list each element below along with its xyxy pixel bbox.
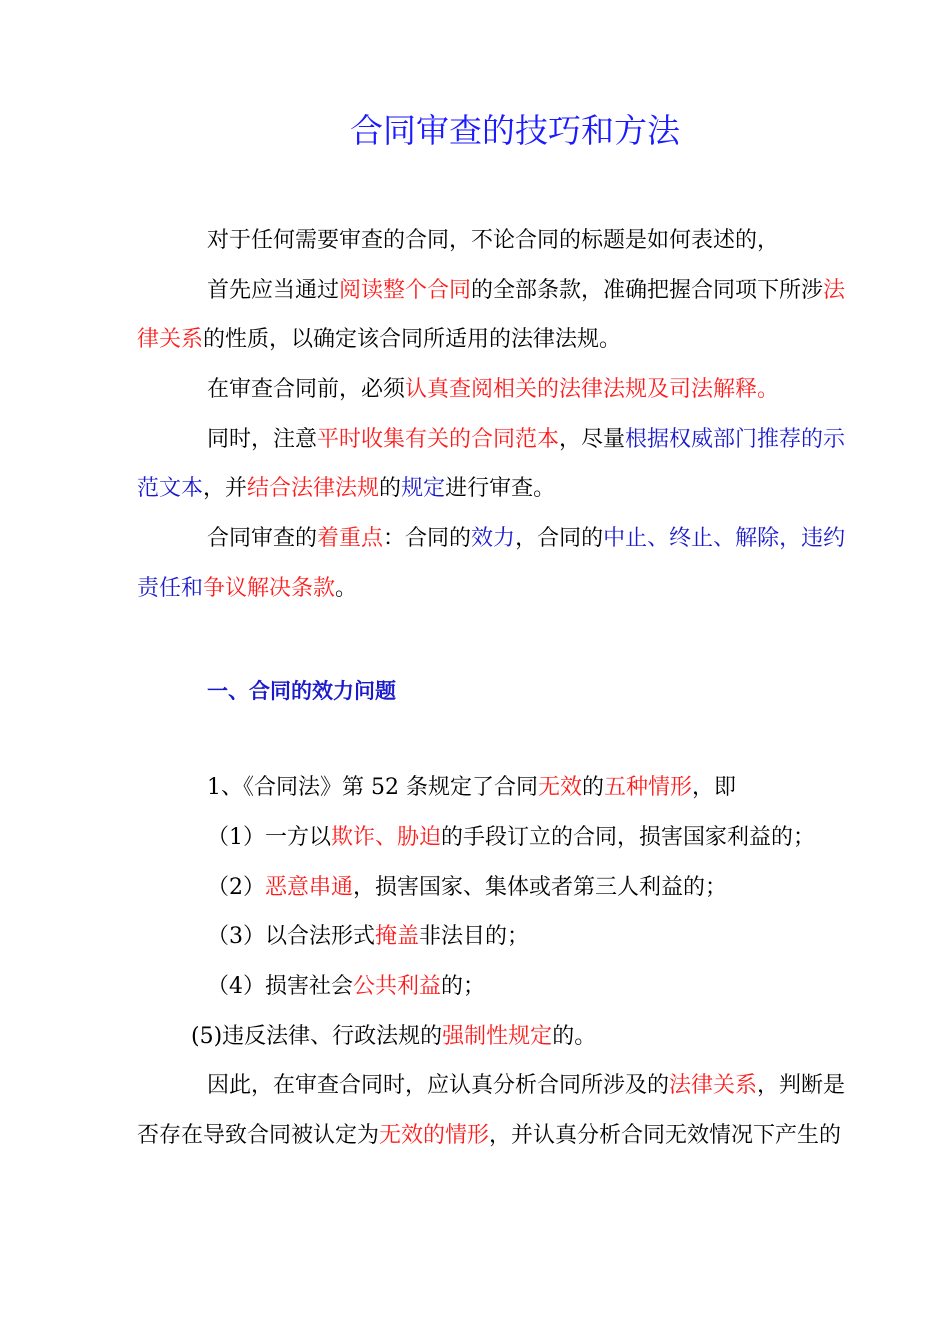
text-segment: 的性质，以确定该合同所适用的法律法规。 (203, 327, 622, 352)
text-segment: 规定 (401, 476, 446, 501)
text-line (137, 773, 932, 803)
text-segment: 因此，在审查合同时，应认真分析合同所涉及的 (207, 1073, 670, 1098)
text-line (137, 474, 862, 504)
text-segment: 强制性规定 (442, 1024, 553, 1049)
text-segment: 欺诈、胁迫 (331, 825, 442, 850)
text-segment: 根据权威部门推荐的示 (625, 427, 846, 452)
text-segment: 阅读整个合同 (339, 278, 472, 303)
text-segment: ，合同的 (515, 526, 604, 551)
text-segment: 的。 (552, 1024, 597, 1049)
text-segment: （3）以合法形式 (207, 924, 375, 949)
text-line (137, 972, 932, 1002)
text-line (137, 1121, 862, 1151)
text-segment: ，并认真分析合同无效情况下产生的 (489, 1123, 842, 1148)
text-segment: 对于任何需要审查的合同，不论合同的标题是如何表述的， (207, 228, 780, 253)
text-segment: ：合同的 (383, 526, 472, 551)
text-segment: 恶意串通 (265, 875, 354, 900)
text-segment: 非法目的； (419, 924, 530, 949)
text-line (137, 226, 932, 256)
text-segment: ，损害国家、集体或者第三人利益的； (353, 875, 728, 900)
text-segment: 公共利益 (353, 974, 442, 999)
document-title: 合同审查的技巧和方法 (350, 111, 680, 150)
text-segment: 无效的情形 (379, 1123, 490, 1148)
text-segment: 的全部条款，准确把握合同项下所涉 (471, 278, 824, 303)
section-heading: 一、合同的效力问题 (207, 679, 396, 703)
text-segment: 法律关系 (669, 1073, 758, 1098)
text-segment: 同时，注意 (207, 427, 318, 452)
text-line (137, 574, 862, 604)
text-segment: ，并 (203, 476, 248, 501)
text-segment: 责任和 (137, 576, 204, 601)
text-line (137, 325, 862, 355)
text-segment: 结合法律法规 (247, 476, 380, 501)
text-segment: ，即 (692, 775, 737, 800)
text-segment: 进行审查。 (445, 476, 556, 501)
text-segment: 效力 (471, 526, 516, 551)
text-line (137, 276, 932, 306)
text-segment: 的 (582, 775, 605, 800)
text-segment: 平时收集有关的合同范本 (317, 427, 560, 452)
text-segment: 中止、终止、解除，违约 (603, 526, 846, 551)
text-line (137, 375, 932, 405)
text-segment: 。 (335, 576, 358, 601)
text-segment: 的 (379, 476, 402, 501)
text-segment: 认真查阅相关的法律法规及司法解释。 (405, 377, 780, 402)
text-line (137, 1022, 916, 1052)
text-segment: 律关系 (137, 327, 204, 352)
text-segment: (5)违反法律、行政法规的 (191, 1024, 443, 1049)
text-segment: （2） (207, 875, 265, 900)
text-segment: 合同审查的 (207, 526, 318, 551)
text-segment: 范文本 (137, 476, 204, 501)
text-line (137, 922, 932, 952)
text-segment: 的手段订立的合同，损害国家利益的； (441, 825, 816, 850)
text-line (137, 823, 932, 853)
text-segment: （1）一方以 (207, 825, 331, 850)
text-line (137, 1071, 932, 1101)
text-line (137, 425, 932, 455)
text-segment: 在审查合同前，必须 (207, 377, 406, 402)
text-segment: 五种情形 (604, 775, 693, 800)
text-segment: 掩盖 (375, 924, 420, 949)
text-segment: 着重点 (317, 526, 384, 551)
text-segment: ，尽量 (559, 427, 626, 452)
text-segment: 否存在导致合同被认定为 (137, 1123, 380, 1148)
text-segment: 法 (823, 278, 846, 303)
text-segment: 的； (441, 974, 486, 999)
text-line (137, 873, 932, 903)
text-segment: 首先应当通过 (207, 278, 340, 303)
text-segment: ，判断是 (757, 1073, 846, 1098)
text-line (137, 524, 932, 554)
text-segment: 1、《合同法》第 52 条规定了合同 (207, 775, 538, 800)
text-segment: 无效 (537, 775, 582, 800)
text-segment: 争议解决条款 (203, 576, 336, 601)
text-segment: （4）损害社会 (207, 974, 353, 999)
